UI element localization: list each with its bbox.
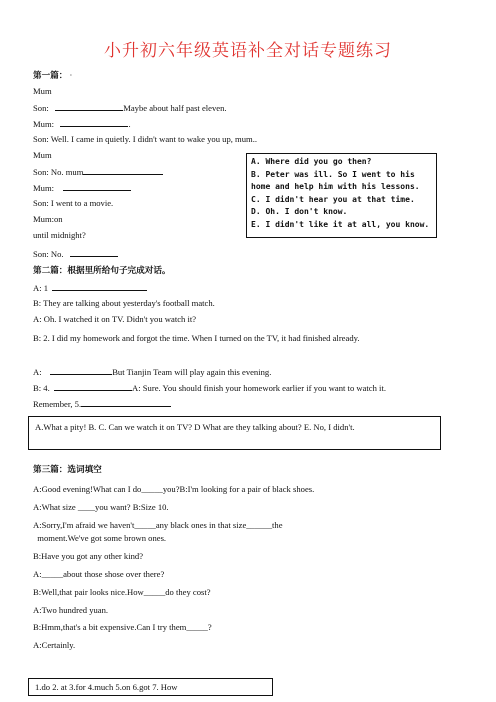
dialog-line-mum5: Mum:on [33, 214, 63, 224]
s3-line-1: A:Good evening!What can I do_____you?B:I'm looking for a pair of black shoes. [33, 484, 315, 494]
s3-line-2: A:What size ____you want? B:Size 10. [33, 502, 169, 512]
dialog-line-son5 [33, 248, 118, 260]
a3-suffix: But Tianjin Team will play again this evening. [112, 367, 272, 377]
dialog-line-mum4 [33, 182, 131, 194]
section1-heading-suffix: · [69, 70, 73, 80]
blank-1[interactable] [55, 102, 123, 111]
dialog-line-b2: B: 2. I did my homework and forgot the time. When I turned on the TV, it had finished already. [33, 333, 360, 343]
remember-prefix: Remember, 5. [33, 399, 82, 409]
mum4-prefix: Mum: [33, 183, 55, 193]
page-title: 小升初六年级英语补全对话专题练习 [104, 41, 392, 60]
son1-prefix: Son: [33, 103, 49, 113]
s3-line-5: B:Have you got any other kind? [33, 551, 144, 561]
dialog-line-b4 [33, 382, 386, 394]
option-e: E. I didn't like it at all, you know. [251, 219, 430, 229]
mum2-suffix: . [128, 119, 131, 129]
s3-line-10: A:Certainly. [33, 640, 76, 650]
blank-s2-5[interactable] [81, 398, 171, 407]
s3-line-4: moment.We've got some brown ones. [33, 533, 167, 543]
a3-prefix: A: [33, 367, 42, 377]
b4-prefix: B: 4. [33, 383, 50, 393]
dialog-line-mum3: Mum [33, 150, 52, 160]
section3-options-box: 1.do 2. at 3.for 4.much 5.on 6.got 7. How [28, 678, 273, 696]
blank-3[interactable] [83, 166, 163, 175]
option-a: A. Where did you go then? [251, 157, 372, 166]
dialog-line-son2: Son: Well. I came in quietly. I didn't want to wake you up, mum.. [33, 134, 258, 144]
option-d: D. Oh. I don't know. [251, 207, 348, 216]
s3-line-9: B:Hmm,that's a bit expensive.Can I try them_____? [33, 622, 212, 632]
blank-4[interactable] [63, 182, 131, 191]
section1-options-box [246, 153, 437, 238]
dialog-line-a2: A: Oh. I watched it on TV. Didn't you watch it? [33, 314, 197, 324]
dialog-line-a3 [33, 366, 271, 378]
section1-heading [33, 70, 72, 81]
son1-suffix: Maybe about half past eleven. [123, 103, 227, 113]
section2-options-box: A.What a pity! B. C. Can we watch it on TV? D What are they talking about? E. No, I didn't. [28, 416, 441, 450]
son5-prefix: Son: No. [33, 249, 64, 259]
son3-prefix: Son: No. mum [33, 167, 84, 177]
section1-heading-text: 第一篇： [33, 70, 68, 80]
dialog-line-son1 [33, 102, 227, 114]
section2-heading: 第二篇：根据里所给句子完成对话。 [33, 265, 171, 275]
blank-s2-4[interactable] [54, 382, 132, 391]
dialog-line-son4: Son: I went to a movie. [33, 198, 114, 208]
dialog-line-remember [33, 398, 171, 410]
blank-2[interactable] [60, 118, 131, 129]
s3-line-3: A:Sorry,I'm afraid we haven't_____any black ones in that size______the [33, 520, 283, 530]
blank-s2-3[interactable] [50, 366, 112, 375]
section3-heading: 第三篇：选词填空 [33, 464, 102, 474]
a1-prefix: A: 1 [33, 283, 49, 293]
s3-line-7: B:Well,that pair looks nice.How_____do they cost? [33, 587, 211, 597]
option-c: C. I didn't hear you at that time. [251, 194, 415, 204]
blank-s2-1[interactable] [52, 282, 147, 291]
dialog-line-mum1: Mum [33, 86, 52, 96]
s3-line-8: A:Two hundred yuan. [33, 605, 109, 615]
blank-5[interactable] [70, 248, 118, 257]
dialog-line-b1: B: They are talking about yesterday's football match. [33, 298, 215, 308]
option-b-cont: home and help him with his lessons. [251, 182, 420, 191]
s3-line-6: A:_____about those shose over there? [33, 569, 165, 579]
option-b: B. Peter was ill. So I went to his [251, 169, 415, 179]
mum2-prefix: Mum: [33, 119, 55, 129]
dialog-line-mum2 [33, 118, 131, 130]
dialog-line-a1 [33, 282, 147, 294]
dialog-line-until: until midnight? [33, 230, 86, 240]
dialog-line-son3 [33, 166, 163, 178]
b4-suffix: A: Sure. You should finish your homework earlier if you want to watch it. [132, 383, 386, 393]
